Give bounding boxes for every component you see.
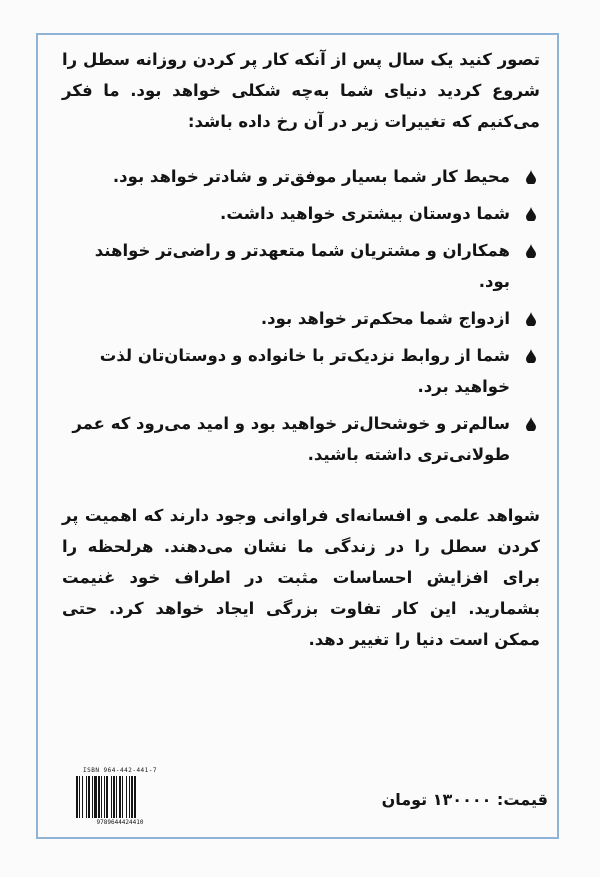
barcode-bars (74, 776, 166, 818)
bullet-text: همکاران و مشتریان شما متعهدتر و راضی‌تر خواهند بود. (94, 241, 510, 291)
isbn-label: ISBN 964-442-441-7 (82, 767, 158, 774)
bullet-text: سالم‌تر و خوشحال‌تر خواهید بود و امید می‌رود که عمر طولانی‌تری داشته باشید. (72, 414, 510, 464)
drop-icon (526, 417, 536, 431)
drop-icon (526, 207, 536, 221)
list-item (62, 340, 540, 402)
drop-icon (526, 244, 536, 258)
bullet-text: محیط کار شما بسیار موفق‌تر و شادتر خواهد بود. (112, 167, 510, 186)
intro-paragraph: تصور کنید یک سال پس از آنکه کار پر کردن روزانه سطل را شروع کردید دنیای شما به‌چه شکلی خواهد بود. ما فکر می‌کنیم که تغییرات زیر در آن رخ داده باشد: (62, 50, 540, 131)
barcode (74, 767, 166, 829)
drop-icon (526, 312, 536, 326)
drop-icon (526, 170, 536, 184)
bullet-text: شما دوستان بیشتری خواهید داشت. (220, 204, 510, 223)
closing-paragraph: شواهد علمی و افسانه‌ای فراوانی وجود دارند که اهمیت پر کردن سطل را در زندگی ما نشان می‌دهند. هرلحظه را برای افزایش احساسات مثبت در اطراف خود غنیمت بشمارید. این کار تفاوت بزرگی ایجاد خواهد کرد. حتی ممکن است دنیا را تغییر دهد. (62, 506, 540, 649)
cover-text (62, 44, 540, 655)
list-item (62, 198, 540, 229)
price-label: قیمت: ۱۳۰۰۰۰ تومان (381, 790, 548, 809)
list-item (62, 408, 540, 470)
list-item (62, 303, 540, 334)
list-item (62, 161, 540, 192)
bullet-list (62, 161, 540, 470)
barcode-number: 9789644424410 (96, 819, 144, 826)
bullet-text: ازدواج شما محکم‌تر خواهد بود. (260, 309, 510, 328)
bullet-text: شما از روابط نزدیک‌تر با خانواده و دوستان‌تان لذت خواهید برد. (99, 346, 510, 396)
drop-icon (526, 349, 536, 363)
list-item (62, 235, 540, 297)
